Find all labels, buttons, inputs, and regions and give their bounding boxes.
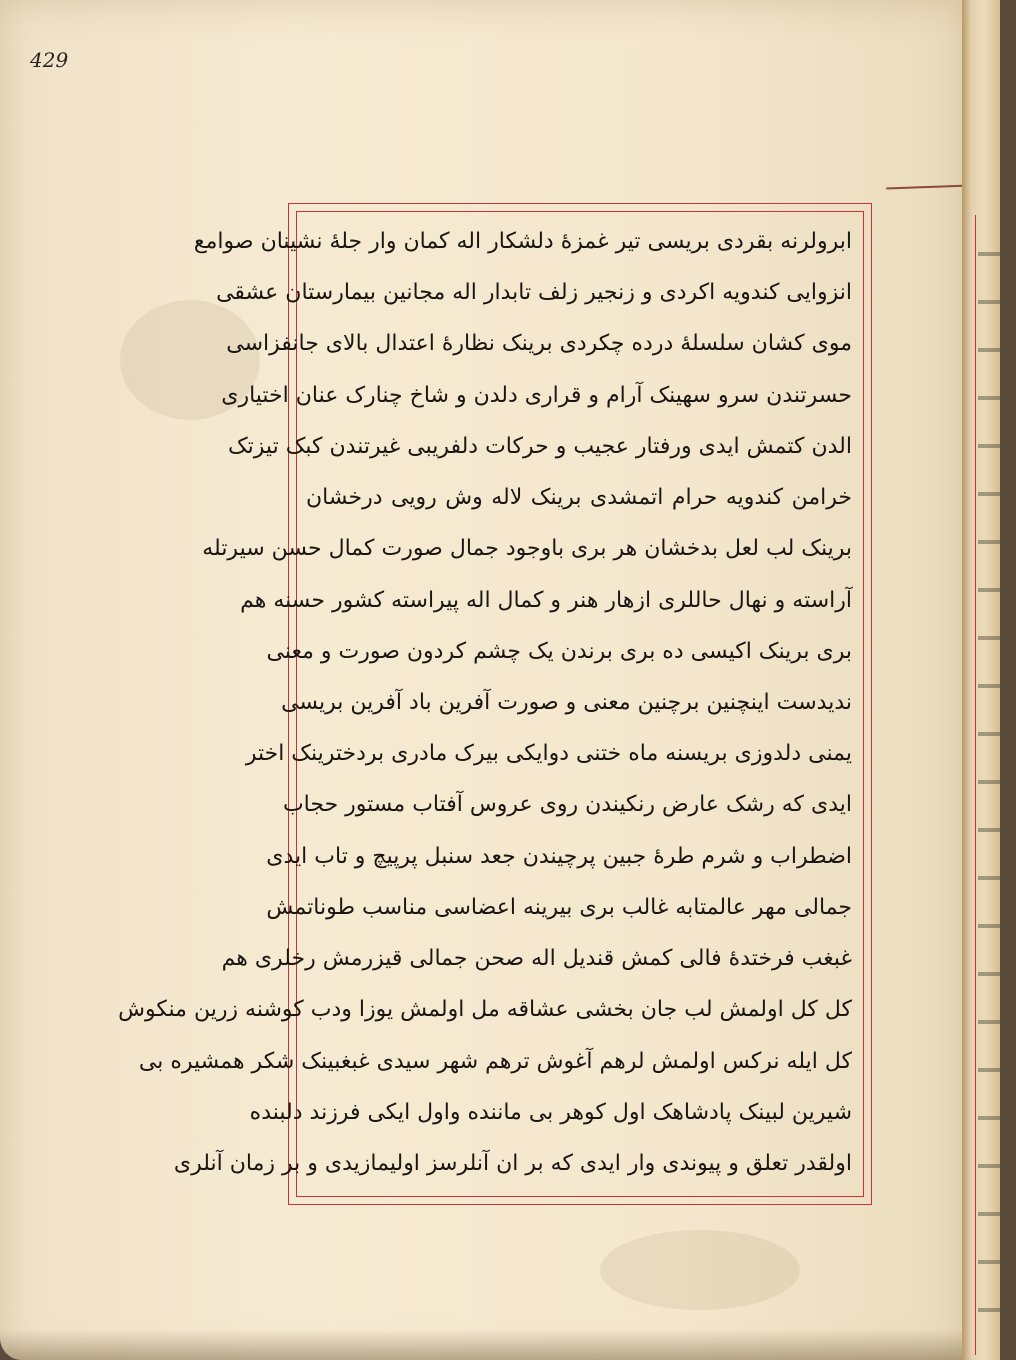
text-line: ندیدست اینچنین برچنین معنی و صورت آفرین باد آفرین بریسی bbox=[281, 689, 852, 715]
text-line: غبغب فرختدهٔ فالی کمش قندیل اله صحن جمالی قیزرمش رخلری هم bbox=[221, 946, 852, 972]
text-line: برینک لب لعل بدخشان هر بری باوجود جمال صورت کمال حسن سیرتله bbox=[202, 536, 852, 562]
text-line: ابرولرنه بقردی بریسی تیر غمزهٔ دلشکار اله کمان وار جلهٔ نشینان صوامع bbox=[193, 229, 852, 254]
text-line: انزوایی کندویه اکردی و زنجیر زلف تابدار اله مجانین بیمارستان عشقی bbox=[216, 280, 852, 306]
text-line: بری برینک اکیسی ده بری برندن یک چشم کردون صورت و معنی bbox=[266, 638, 852, 664]
text-line: الدن کتمش ایدی ورفتار عجیب و حرکات دلفریبی غیرتندن کبک تیزتک bbox=[227, 433, 852, 459]
facing-page-text bbox=[978, 230, 1000, 1330]
text-line: یمنی دلدوزی بریسنه ماه ختنی دوایکی بیرک مادری بردخترینک اختر bbox=[245, 741, 852, 767]
folio-number: 429 bbox=[30, 48, 69, 72]
text-line: کل کل اولمش لب جان بخشی عشاقه مل اولمش یوزا ودب کوشنه زرین منکوش bbox=[118, 997, 852, 1023]
text-line: اضطراب و شرم طرهٔ جبین پرچیندن جعد سنبل پرپیچ و تاب ایدی bbox=[266, 843, 852, 869]
paper-stain bbox=[600, 1230, 800, 1310]
text-line: کل ایله نرکس اولمش لرهم آغوش ترهم شهر سیدی غبغبینک شکر همشیره بی bbox=[138, 1048, 852, 1074]
text-line: حسرتندن سرو سهینک آرام و قراری دلدن و شاخ چنارک عنان اختیاری bbox=[221, 382, 852, 408]
text-line: موی کشان سلسلهٔ درده چکردی برینک نظارهٔ اعتدال بالای جانفزاسی bbox=[226, 331, 852, 357]
text-line: آراسته و نهال حاللری ازهار هنر و کمال اله پیراسته کشور حسنه هم bbox=[240, 587, 852, 613]
text-line: خرامن کندویه حرام اتمشدی برینک لاله وش رویی درخشان bbox=[306, 485, 852, 511]
text-line: شیرین لبینک پادشاهک اول کوهر بی ماننده واول ایکی فرزند دلبنده bbox=[249, 1099, 852, 1125]
manuscript-text-block bbox=[118, 214, 858, 1194]
text-line: اولقدر تعلق و پیوندی وار ایدی که بر ان آنلرسز اولیمازیدی و بر زمان آنلری bbox=[173, 1150, 852, 1176]
text-line: جمالی مهر عالمتابه غالب بری بیرینه اعضاسی مناسب طوناتمش bbox=[266, 894, 852, 920]
page-edge-shadow bbox=[0, 1330, 968, 1360]
text-line: ایدی که رشک عارض رنکیندن روی عروس آفتاب مستور حجاب bbox=[282, 792, 852, 818]
